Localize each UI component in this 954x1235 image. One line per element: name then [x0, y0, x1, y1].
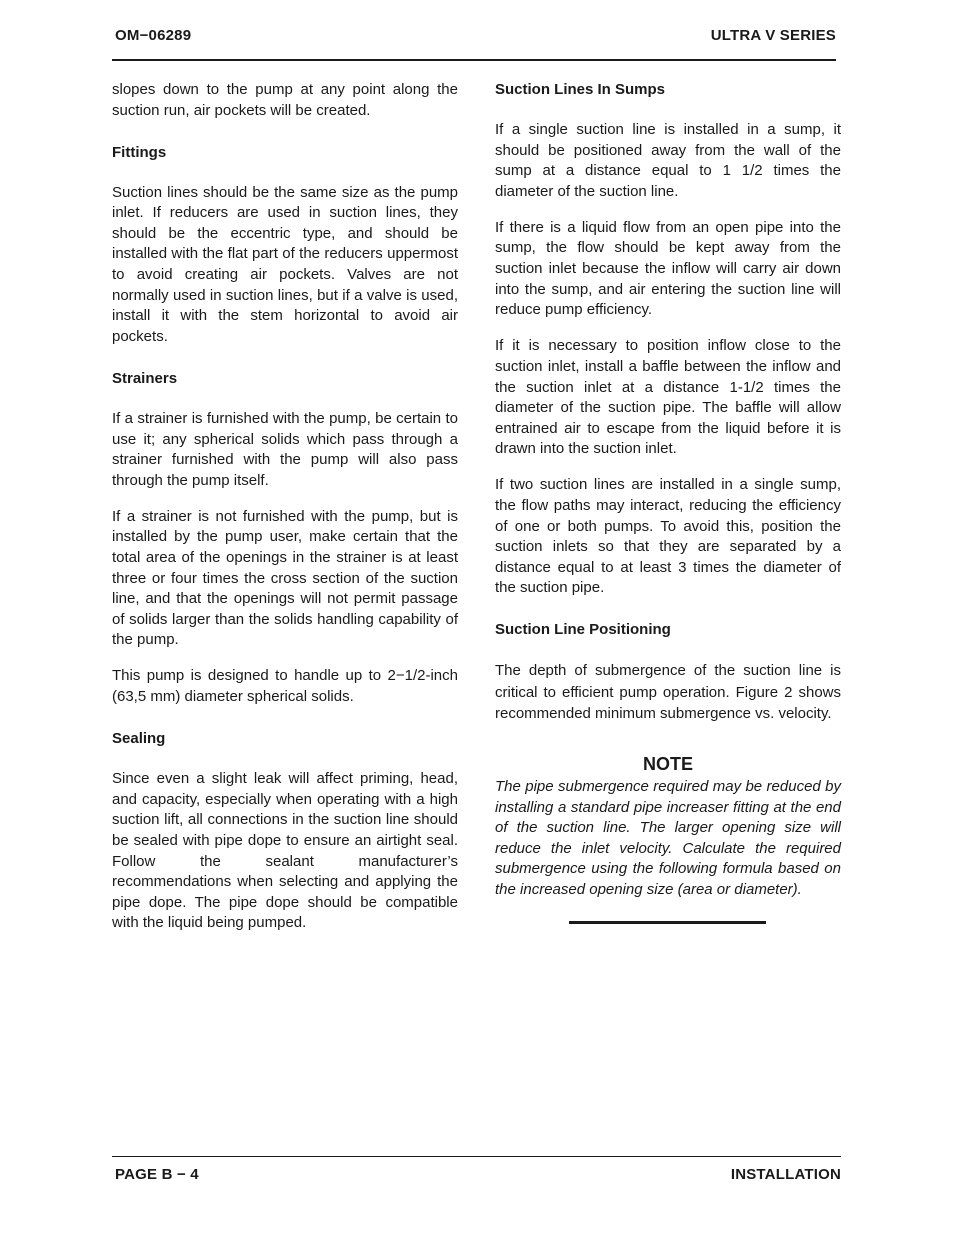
strainers-paragraph-3: This pump is designed to handle up to 2−1/2-inch (63,5 mm) diameter spherical solids.	[112, 667, 458, 706]
sumps-paragraph-4: If two suction lines are installed in a single sump, the flow paths may interact, reducing the efficiency of one or both pumps. To avoid this, position the suction inlets so that they are separated by a distance equal to at least 3 times the diameter of the suction pipe.	[495, 476, 841, 597]
positioning-paragraph: The depth of submergence of the suction line is critical to efficient pump operation. Figure 2 shows recommended minimum submergence vs. velocity.	[495, 662, 841, 723]
strainers-paragraph-2: If a strainer is not furnished with the pump, but is installed by the pump user, make certain that the total area of the openings in the strainer is at least three or four times the cross section of the suction line, and that the openings will not permit passage of solids larger than the solids handling capability of the pump.	[112, 507, 458, 649]
right-column	[495, 80, 841, 924]
document-number: OM−06289	[115, 27, 192, 44]
fittings-paragraph: Suction lines should be the same size as the pump inlet. If reducers are used in suction lines, they should be the eccentric type, and should be installed with the flat part of the reducers uppermost to avoid creating air pockets. Valves are not normally used in suction lines, but if a valve is used, install it with the stem horizontal to avoid air pockets.	[112, 183, 458, 345]
sumps-paragraph-1: If a single suction line is installed in a sump, it should be positioned away from the wall of the sump at a distance equal to 1 1/2 times the diameter of the suction line.	[495, 121, 841, 200]
strainers-paragraph-1: If a strainer is furnished with the pump, be certain to use it; any spherical solids which pass through a strainer furnished with the pump will also pass through the pump itself.	[112, 409, 458, 489]
series-title: ULTRA V SERIES	[710, 27, 836, 44]
note-end-rule	[569, 921, 766, 924]
section-name: INSTALLATION	[730, 1166, 841, 1183]
left-column	[112, 80, 458, 949]
strainers-heading: Strainers	[112, 369, 178, 387]
footer-divider	[112, 1156, 841, 1157]
note-text: The pipe submergence required may be reduced by installing a standard pipe increaser fitting at the end of the suction line. The larger opening size will reduce the inlet velocity. Calculate the required submergence using the following formula based on the increased opening size (area or diameter).	[495, 777, 841, 898]
note-title: NOTE	[642, 753, 693, 774]
fittings-heading: Fittings	[112, 143, 167, 161]
sumps-heading: Suction Lines In Sumps	[495, 81, 666, 98]
header-divider	[112, 59, 836, 61]
sumps-paragraph-2: If there is a liquid flow from an open pipe into the sump, the flow should be kept away from the suction inlet because the inflow will carry air down into the sump, and air entering the suction line will reduce pump efficiency.	[495, 218, 841, 319]
page-number: PAGE B − 4	[115, 1166, 199, 1183]
sumps-paragraph-3: If it is necessary to position inflow close to the suction inlet, install a baffle between the inflow and the suction inlet at a distance 1-1/2 times the diameter of the suction pipe. The baffle will allow entrained air to escape from the liquid before it is drawn into the suction inlet.	[495, 337, 841, 458]
sealing-heading: Sealing	[112, 730, 166, 748]
sealing-paragraph: Since even a slight leak will affect priming, head, and capacity, especially when operating with a high suction lift, all connections in the suction line should be sealed with pipe dope to ensure an airtight seal. Follow the sealant manufacturer’s recommendations when selecting and applying the pipe dope. The pipe dope should be compatible with the liquid being pumped.	[112, 770, 458, 932]
intro-paragraph: slopes down to the pump at any point along the suction run, air pockets will be created.	[112, 81, 458, 119]
positioning-heading: Suction Line Positioning	[495, 621, 671, 639]
